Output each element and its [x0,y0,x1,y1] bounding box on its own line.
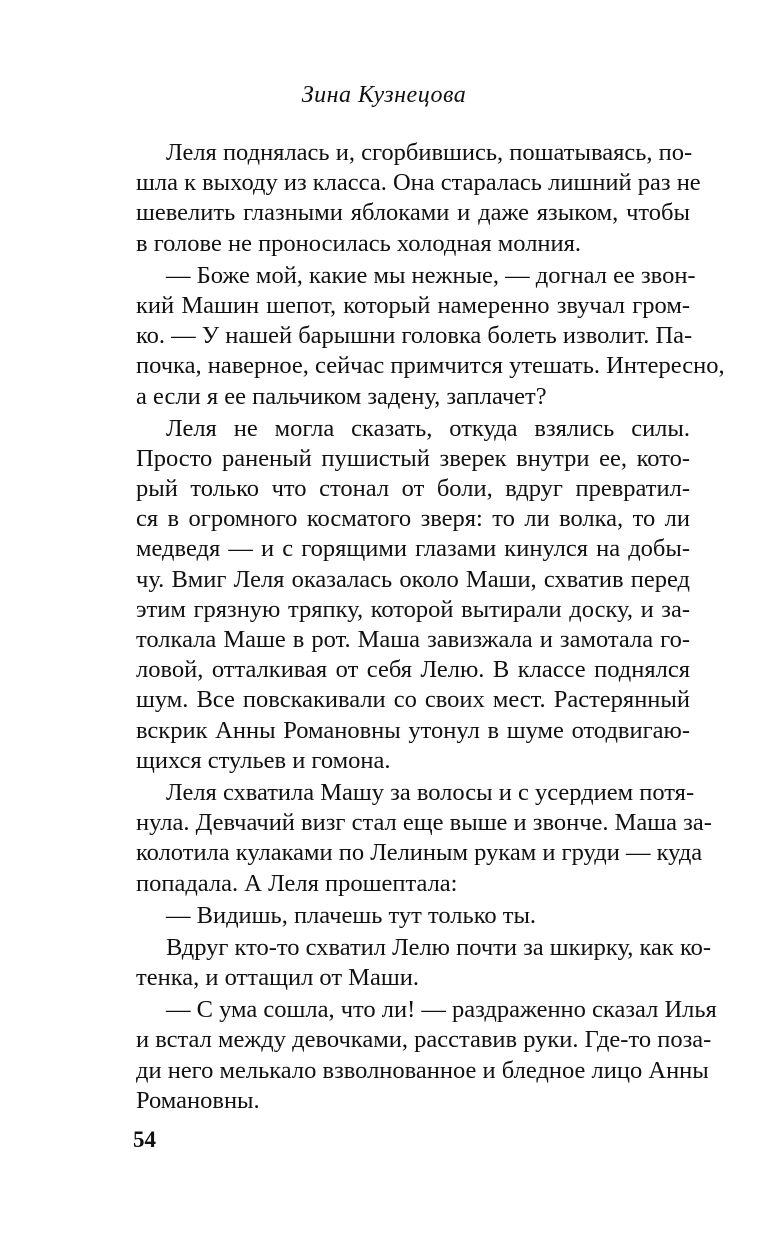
text-line: — Видишь, плачешь тут только ты. [166,901,537,929]
paragraph [136,933,712,993]
text-line: ди него мелькало взволнованное и бледное лицо Анны [136,1056,709,1084]
text-line: Вдруг кто-то схватил Лелю почти за шкирку, как ко- [166,933,712,961]
paragraph [136,778,712,899]
paragraph [136,995,717,1116]
text-line: а если я ее пальчиком задену, заплачет? [136,382,547,410]
text-line: Леля не могла сказать, откуда взялись силы. [166,414,690,442]
paragraph [136,414,690,776]
text-line: почка, наверное, сейчас примчится утешать. Интересно, [136,352,725,380]
paragraph [136,261,725,412]
running-header: Зина Кузнецова [301,82,467,108]
text-line: — Боже мой, какие мы нежные, — догнал ее звон- [166,261,696,289]
text-line: попадала. А Леля прошептала: [136,869,458,897]
text-line: щихся стульев и гомона. [136,746,391,774]
text-line: и встал между девочками, расставив руки. Где-то поза- [136,1026,712,1054]
text-line: колотила кулаками по Лелиным рукам и груди — куда [136,839,703,867]
text-line: шум. Все повскакивали со своих мест. Растерянный [136,686,690,714]
text-line: толкала Маше в рот. Маша завизжала и замотала го- [136,626,690,653]
text-line: Романовны. [136,1086,260,1114]
text-line: чу. Вмиг Леля оказалась около Маши, схватив перед [136,565,690,593]
text-line: в голове не проносилась холодная молния. [136,229,582,257]
text-line: шла к выходу из класса. Она старалась лишний раз не [136,169,701,197]
body-text [136,138,725,1118]
text-line: ко. — У нашей барышни головка болеть изволит. Па- [136,322,693,350]
text-line: ся в огромного косматого зверя: то ли волка, то ли [136,505,690,533]
text-line: вскрик Анны Романовны утонул в шуме отодвигаю- [136,716,690,744]
text-line: этим грязную тряпку, которой вытирали доску, и за- [136,595,690,623]
text-line: ловой, отталкивая от себя Лелю. В классе поднялся [136,656,690,684]
text-line: Просто раненый пушистый зверек внутри ее, кото- [136,444,690,472]
text-line: шевелить глазными яблоками и даже языком, чтобы [136,199,690,227]
paragraph [136,138,701,259]
text-line: рый только что стонал от боли, вдруг превратил- [136,475,690,503]
text-line: нула. Девчачий визг стал еще выше и звонче. Маша за- [136,809,712,837]
text-line: — С ума сошла, что ли! — раздраженно сказал Илья [166,996,717,1024]
text-line: кий Машин шепот, который намеренно звучал гром- [136,291,690,319]
page-number: 54 [133,1127,156,1152]
text-line: Леля схватила Машу за волосы и с усердием потя- [166,778,695,806]
paragraph [136,901,690,931]
text-line: медведя — и с горящими глазами кинулся на добы- [136,535,690,563]
text-line: тенка, и оттащил от Маши. [136,964,419,992]
text-line: Леля поднялась и, сгорбившись, пошатываясь, по- [166,139,693,166]
